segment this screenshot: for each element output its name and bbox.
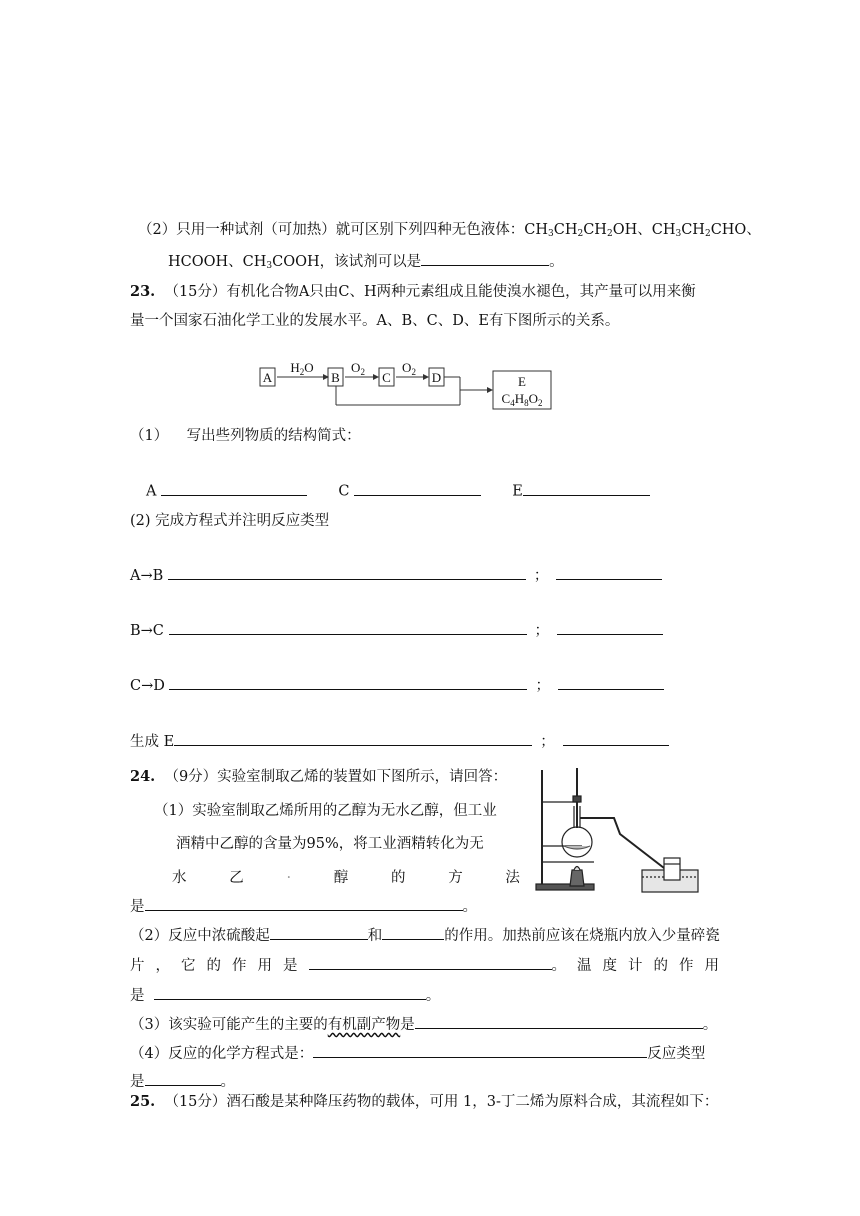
node-D: D [431,370,442,385]
q24-part1-line1: （1）实验室制取乙烯所用的乙醇为无水乙醇，但工业 [154,803,497,819]
node-B: B [331,370,340,385]
q23-blanks-row: A C E [146,480,650,500]
answer-blank-C[interactable] [354,480,481,496]
reaction-type-blank[interactable] [558,675,664,691]
arrow2-label: $O_2$ [351,360,365,377]
answer-blank[interactable] [421,251,549,267]
q23-line2: 量一个国家石油化学工业的发展水平。A、B、C、D、E有下图所示的关系。 [130,313,620,329]
q24-part4-line2: 是 。 [130,1070,235,1091]
q22-part2-line1: （2）只用一种试剂（可加热）就可区别下列四种无色液体：$CH_3CH_2CH_2OH$、$CH_3CH_2CHO$、 [138,222,761,239]
answer-blank[interactable] [145,896,463,912]
answer-blank[interactable] [154,985,426,1001]
equation-blank[interactable] [169,620,527,636]
equation-blank[interactable] [174,731,532,747]
equation-row-4: 生成 E ； [130,730,669,751]
q23-head: 23. （15分）有机化合物A只由C、H两种元素组成且能使溴水褪色，其产量可以用来衡 [130,283,696,300]
q24-part2-line1: （2）反应中浓硫酸起 和 的作用。加热前应该在烧瓶内放入少量碎瓷 [130,924,720,945]
reaction-diagram [255,355,565,413]
q24-part1-line2: 酒精中乙醇的含量为95%，将工业酒精转化为无 [176,836,484,852]
q23-part2: (2) 完成方程式并注明反应类型 [130,513,330,529]
arrow1-label: $H_2O$ [290,360,314,377]
ethylene-apparatus-illustration [532,766,704,896]
equation-blank[interactable] [313,1043,647,1059]
q24-part2-line2: 片，它的作用是 。温度计的作用 [130,954,730,975]
reaction-type-blank[interactable] [557,620,663,636]
arrow3-label: $O_2$ [402,360,416,377]
node-A: A [262,370,273,385]
answer-blank[interactable] [382,925,444,941]
q24-part2-line3: 是 。 [130,984,440,1005]
equation-row-3: C→D ； [130,674,664,695]
answer-blank-E[interactable] [523,480,650,496]
q24-part1-line4: 是 。 [130,895,477,916]
q24-head: 24. （9分）实验室制取乙烯的装置如下图所示，请回答： [130,768,508,785]
node-E: E [518,374,526,389]
node-C: C [382,370,391,385]
q23-part1: （1） 写出些列物质的结构简式： [130,428,361,444]
answer-blank[interactable] [309,955,552,971]
q25-head: 25. （15分）酒石酸是某种降压药物的载体，可用 1，3-丁二烯为原料合成，其流程如下： [130,1093,719,1110]
equation-row-1: A→B ； [130,564,662,585]
answer-blank[interactable] [270,925,368,941]
answer-blank[interactable] [415,1014,703,1030]
equation-blank[interactable] [169,675,527,691]
q24-part4-line1: （4）反应的化学方程式是： 反应类型 [130,1042,705,1063]
reaction-type-blank[interactable] [563,731,669,747]
node-E-formula: $C_4H_8O_2$ [501,391,543,408]
q24-part3: （3）该实验可能产生的主要的有机副产物是 。 [130,1013,717,1034]
reaction-type-blank[interactable] [145,1071,221,1087]
q22-part2-line2: HCOOH、$CH_3COOH$，该试剂可以是 。 [168,250,564,271]
reaction-type-blank[interactable] [556,565,662,581]
equation-blank[interactable] [168,565,526,581]
equation-row-2: B→C ； [130,619,663,640]
answer-blank-A[interactable] [161,480,307,496]
q24-part1-line3: 水 乙 . 醇 的 方 法 [172,866,520,886]
